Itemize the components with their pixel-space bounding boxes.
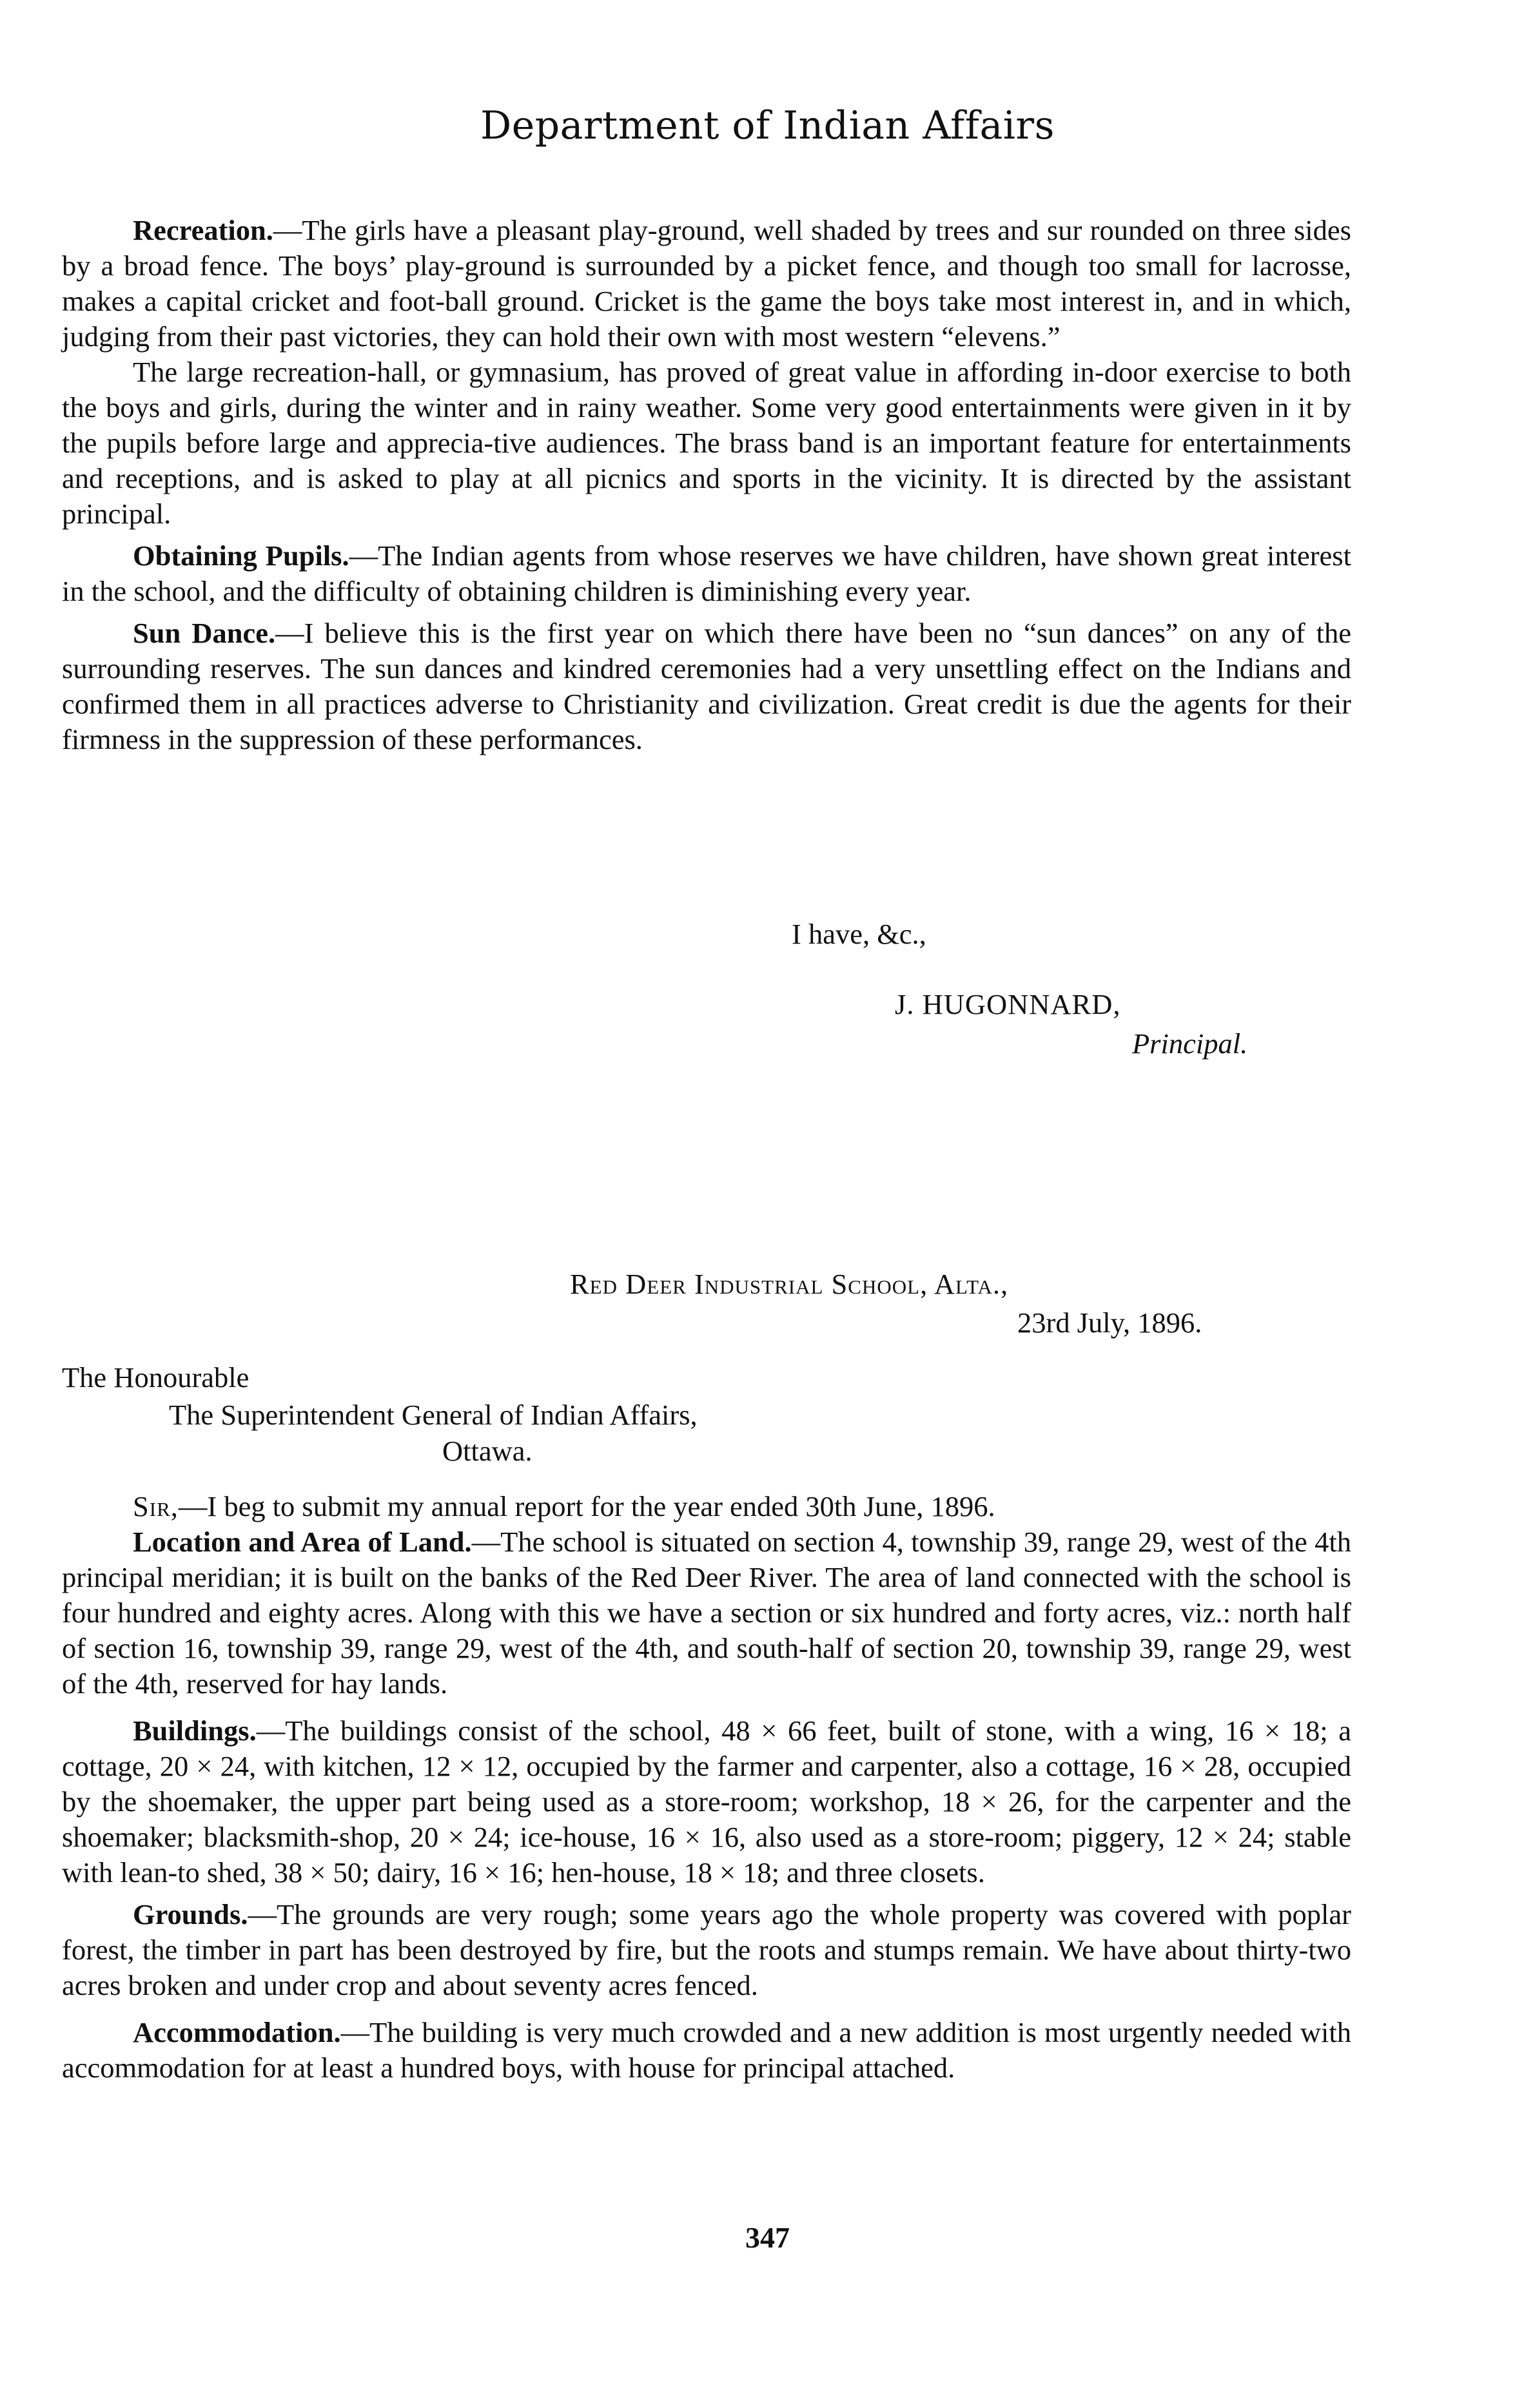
paragraph-text: —The girls have a pleasant play-ground, well shaded by trees and sur rounded on three sides by a broad fence. The boys’ play-ground is surrounded by a picket fence, and though too small for lacrosse, makes a capital cricket and foot-ball ground. Cricket is the game the boys take most interest in, and in which, judging from their past victories, they can hold their own with most western “elevens.”	[62, 214, 1351, 353]
signatory-title: Principal.	[1132, 1027, 1248, 1060]
paragraph-heading: Buildings.	[133, 1714, 257, 1747]
paragraph-heading: Grounds.	[133, 1898, 248, 1930]
salutation-paragraph	[62, 1489, 1351, 1524]
paragraph-text: —The school is situated on section 4, township 39, range 29, west of the 4th principal meridian; it is built on the banks of the Red Deer River. The area of land connected with the school is four hundred and eighty acres. Along with this we have a section or six hundred and forty acres, viz.: north half of section 16, township 39, range 29, west of the 4th, and south-half of section 20, township 39, range 29, west of the 4th, reserved for hay lands.	[62, 1526, 1352, 1700]
paragraph-accommodation	[62, 2015, 1351, 2086]
paragraph-grounds	[62, 1897, 1351, 2003]
salutation-text: —I beg to submit my annual report for the year ended 30th June, 1896.	[178, 1490, 995, 1522]
paragraph-heading: Obtaining Pupils.	[133, 539, 349, 572]
paragraph-recreation-hall	[62, 354, 1351, 532]
report1-body	[62, 213, 1351, 757]
paragraph-buildings	[62, 1713, 1351, 1890]
paragraph-text: —The buildings consist of the school, 48 × 66 feet, built of stone, with a wing, 16 × 18; a cottage, 20 × 24, with kitchen, 12 × 12, occupied by the farmer and carpenter, also a cottage, 16 × 28, occupied by the shoemaker, the upper part being used as a store-room; workshop, 18 × 26, for the carpenter and the shoemaker; blacksmith-shop, 20 × 24; ice-house, 16 × 16, also used as a store-room; piggery, 12 × 24; stable with lean-to shed, 38 × 50; dairy, 16 × 16; hen-house, 18 × 18; and three closets.	[62, 1714, 1351, 1889]
paragraph-text: —The grounds are very rough; some years ago the whole property was covered with poplar forest, the timber in part has been destroyed by fire, but the roots and stumps remain. We have about thirty-two acres broken and under crop and about seventy acres fenced.	[62, 1898, 1351, 2001]
report2-date: 23rd July, 1896.	[1017, 1306, 1202, 1339]
signatory-name: J. HUGONNARD,	[895, 988, 1121, 1020]
addressee-line-1: The Honourable	[62, 1361, 249, 1393]
paragraph-heading: Sun Dance.	[133, 617, 276, 649]
addressee-line-3: Ottawa.	[442, 1435, 533, 1467]
addressee-line-2: The Superintendent General of Indian Affairs,	[169, 1399, 698, 1431]
paragraph-text: —The building is very much crowded and a new addition is most urgently needed with accommodation for at least a hundred boys, with house for principal attached.	[62, 2016, 1351, 2084]
paragraph-location	[62, 1524, 1351, 1702]
paragraph-recreation	[62, 213, 1351, 354]
closing-line: I have, &c.,	[792, 918, 926, 950]
paragraph-heading: Recreation.	[133, 214, 273, 246]
page-number: 347	[745, 2221, 790, 2254]
paragraph-obtaining-pupils	[62, 538, 1351, 609]
paragraph-heading: Accommodation.	[133, 2016, 341, 2048]
paragraph-text: —The Indian agents from whose reserves we have children, have shown great interest in the school, and the difficulty of obtaining children is diminishing every year.	[62, 539, 1351, 607]
paragraph-sun-dance	[62, 616, 1351, 757]
report2-place: Red Deer Industrial School, Alta.,	[570, 1268, 1009, 1300]
report2-body	[62, 1489, 1351, 2086]
paragraph-text: The large recreation-hall, or gymnasium, has proved of great value in affording in-door exercise to both the boys and girls, during the winter and in rainy weather. Some very good entertainments were given in it by the pupils before large and apprecia-tive audiences. The brass band is an important feature for entertainments and receptions, and is asked to play at all picnics and sports in the vicinity. It is directed by the assistant principal.	[62, 356, 1351, 530]
running-title: Department of Indian Affairs	[480, 103, 1055, 148]
salutation: Sir,	[133, 1490, 179, 1522]
paragraph-heading: Location and Area of Land.	[133, 1526, 472, 1558]
paragraph-text: —I believe this is the first year on which there have been no “sun dances” on any of the surrounding reserves. The sun dances and kindred ceremonies had a very unsettling effect on the Indians and confirmed them in all practices adverse to Christianity and civilization. Great credit is due the agents for their firmness in the suppression of these performances.	[62, 617, 1351, 755]
